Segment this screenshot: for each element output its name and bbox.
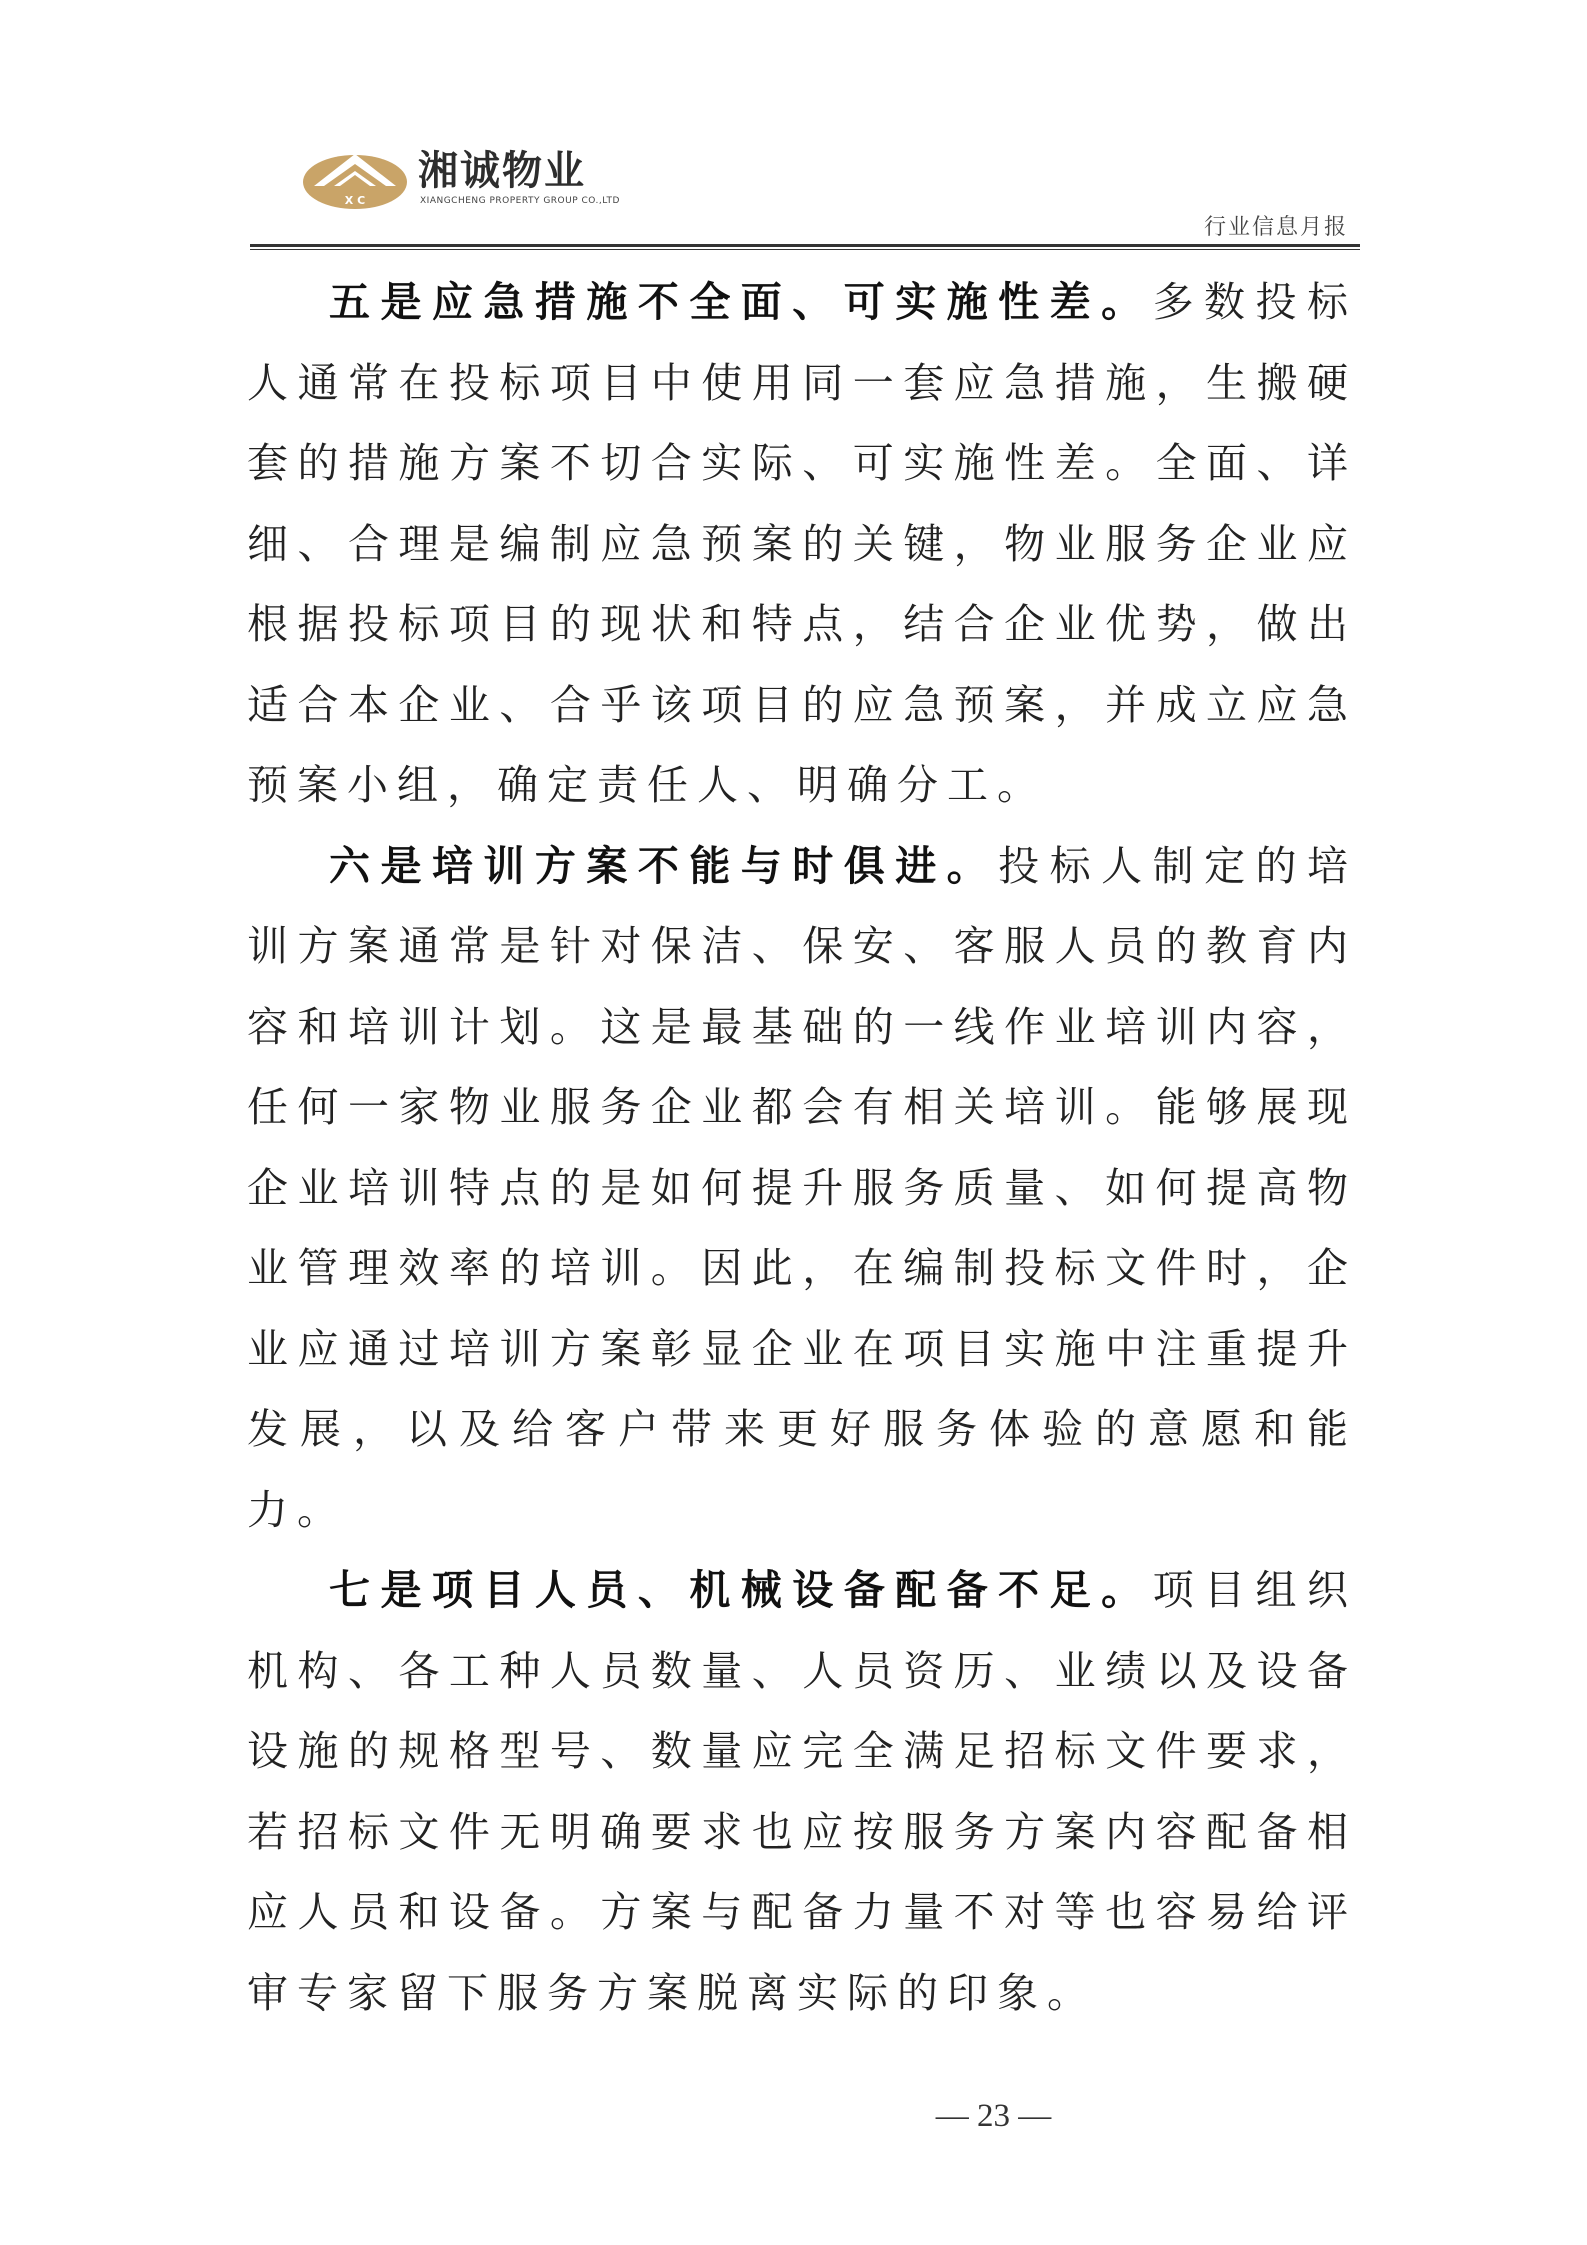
paragraph-lead: 五是应急措施不全面、可实施性差。: [329, 278, 1153, 326]
brand-name-en: XIANGCHENG PROPERTY GROUP CO.,LTD: [420, 196, 620, 206]
paragraph-text: 项目组织机构、各工种人员数量、人员资历、业绩以及设备设施的规格型号、数量应完全满足招标文件要求，若招标文件无明确要求也应按服务方案内容配备相应人员和设备。方案与配备力量不对等也容易给评审专家留下服务方案脱离实际的印象。: [247, 1566, 1357, 2017]
paragraph-text: 投标人制定的培训方案通常是针对保洁、保安、客服人员的教育内容和培训计划。这是最基础的一线作业培训内容，任何一家物业服务企业都会有相关培训。能够展现企业培训特点的是如何提升服务质量、如何提高物业管理效率的培训。因此，在编制投标文件时，企业应通过培训方案彰显企业在项目实施中注重提升发展，以及给客户带来更好服务体验的意愿和能力。: [247, 841, 1358, 1534]
report-title: 行业信息月报: [1203, 215, 1348, 240]
header-divider: [250, 244, 1360, 250]
logo-emblem-icon: [300, 144, 410, 214]
logo-mark-text: X C: [344, 194, 366, 207]
paragraph-lead: 七是项目人员、机械设备配备不足。: [329, 1566, 1153, 1614]
paragraph-text: 多数投标人通常在投标项目中使用同一套应急措施，生搬硬套的措施方案不切合实际、可实施性差。全面、详细、合理是编制应急预案的关键，物业服务企业应根据投标项目的现状和特点，结合企业优势，做出适合本企业、合乎该项目的应急预案，并成立应急预案小组，确定责任人、明确分工。: [247, 278, 1357, 809]
page-number: — 23 —: [935, 2098, 1052, 2134]
article-body: [247, 262, 1357, 2033]
paragraph-lead: 六是培训方案不能与时俱进。: [329, 841, 999, 890]
brand-name-cn: 湘诚物业: [418, 148, 586, 194]
paragraph-staffing-equipment: [247, 1550, 1357, 2033]
paragraph-emergency-measures: [247, 262, 1357, 826]
paragraph-training-plan: [247, 826, 1357, 1551]
page-header: [250, 140, 1360, 250]
company-logo: [300, 144, 860, 224]
